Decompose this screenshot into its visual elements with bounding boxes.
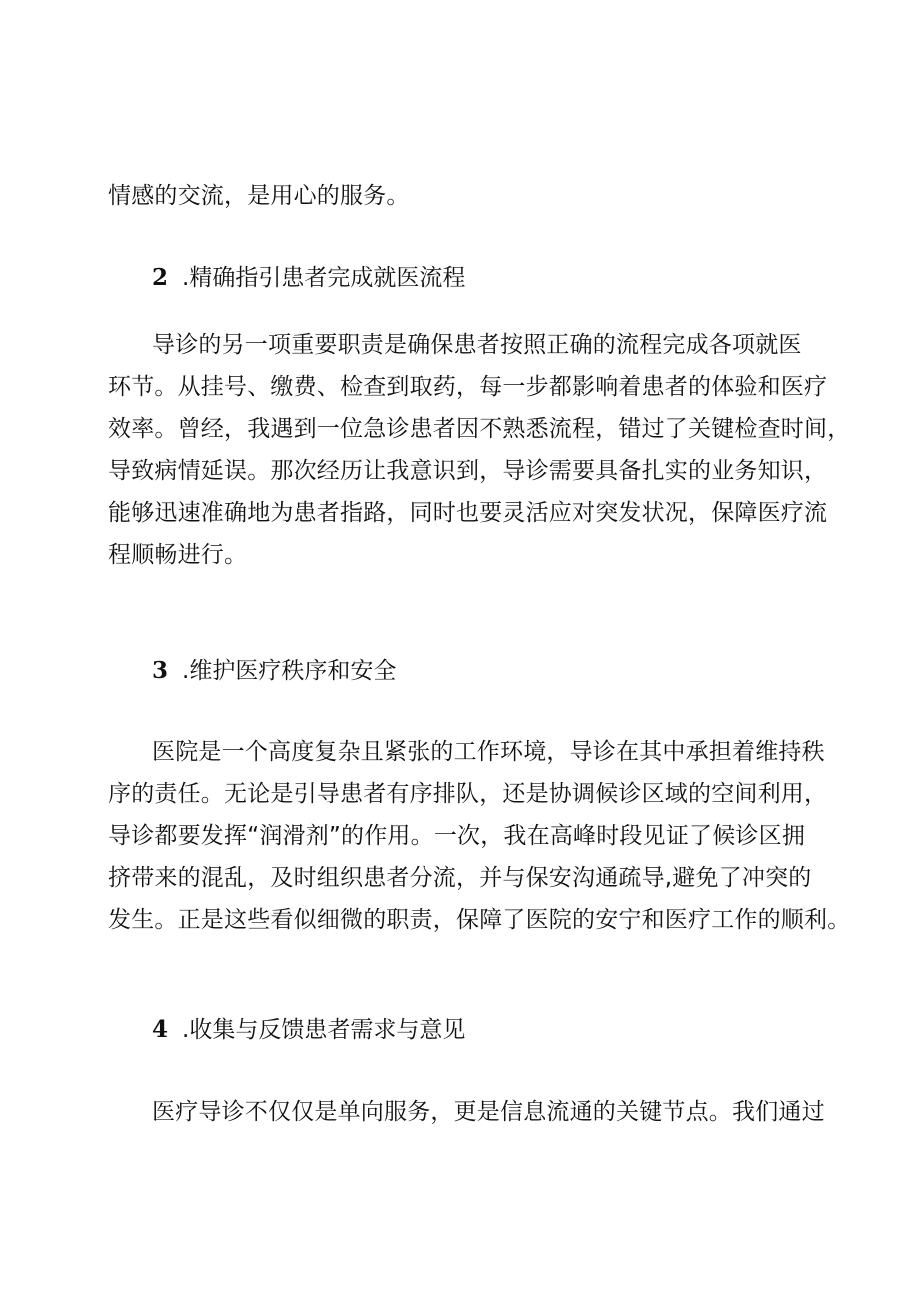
paragraph-line: 情感的交流，是用心的服务。	[108, 183, 410, 209]
section-number: 2	[152, 264, 169, 291]
section-number: 3	[152, 657, 169, 684]
paragraph-line: 挤带来的混乱，及时组织患者分流，并与保安沟通疏导,避免了冲突的	[108, 865, 812, 891]
paragraph-line: 环节。从挂号、缴费、检查到取药，每一步都影响着患者的体验和医疗	[108, 374, 828, 400]
paragraph-line: 能够迅速准确地为患者指路，同时也要灵活应对突发状况，保障医疗流	[108, 500, 828, 526]
section-heading-4	[152, 1015, 465, 1045]
section-title: .精确指引患者完成就医流程	[182, 265, 466, 291]
paragraph-line: 导致病情延误。那次经历让我意识到，导诊需要具备扎实的业务知识，	[108, 458, 828, 484]
paragraph-line: 序的责任。无论是引导患者有序排队，还是协调候诊区域的空间利用，	[108, 781, 828, 807]
paragraph-line: 导诊的另一项重要职责是确保患者按照正确的流程完成各项就医	[152, 332, 802, 358]
paragraph-line: 导诊都要发挥“润滑剂”的作用。一次，我在高峰时段见证了候诊区拥	[108, 823, 806, 849]
paragraph-line: 医院是一个高度复杂且紧张的工作环境，导诊在其中承担着维持秩	[152, 739, 825, 765]
section-heading-3	[152, 656, 396, 686]
section-title: .收集与反馈患者需求与意见	[182, 1017, 466, 1043]
section-title: .维护医疗秩序和安全	[182, 658, 397, 684]
paragraph-line: 医疗导诊不仅仅是单向服务，更是信息流通的关键节点。我们通过	[152, 1099, 825, 1125]
paragraph-line: 效率。曾经，我遇到一位急诊患者因不熟悉流程，错过了关键检查时间，	[108, 416, 851, 442]
section-heading-2	[152, 263, 465, 293]
paragraph-line: 程顺畅进行。	[108, 542, 248, 568]
paragraph-line: 发生。正是这些看似细微的职责，保障了医院的安宁和医疗工作的顺利。	[108, 907, 851, 933]
section-number: 4	[152, 1016, 169, 1043]
